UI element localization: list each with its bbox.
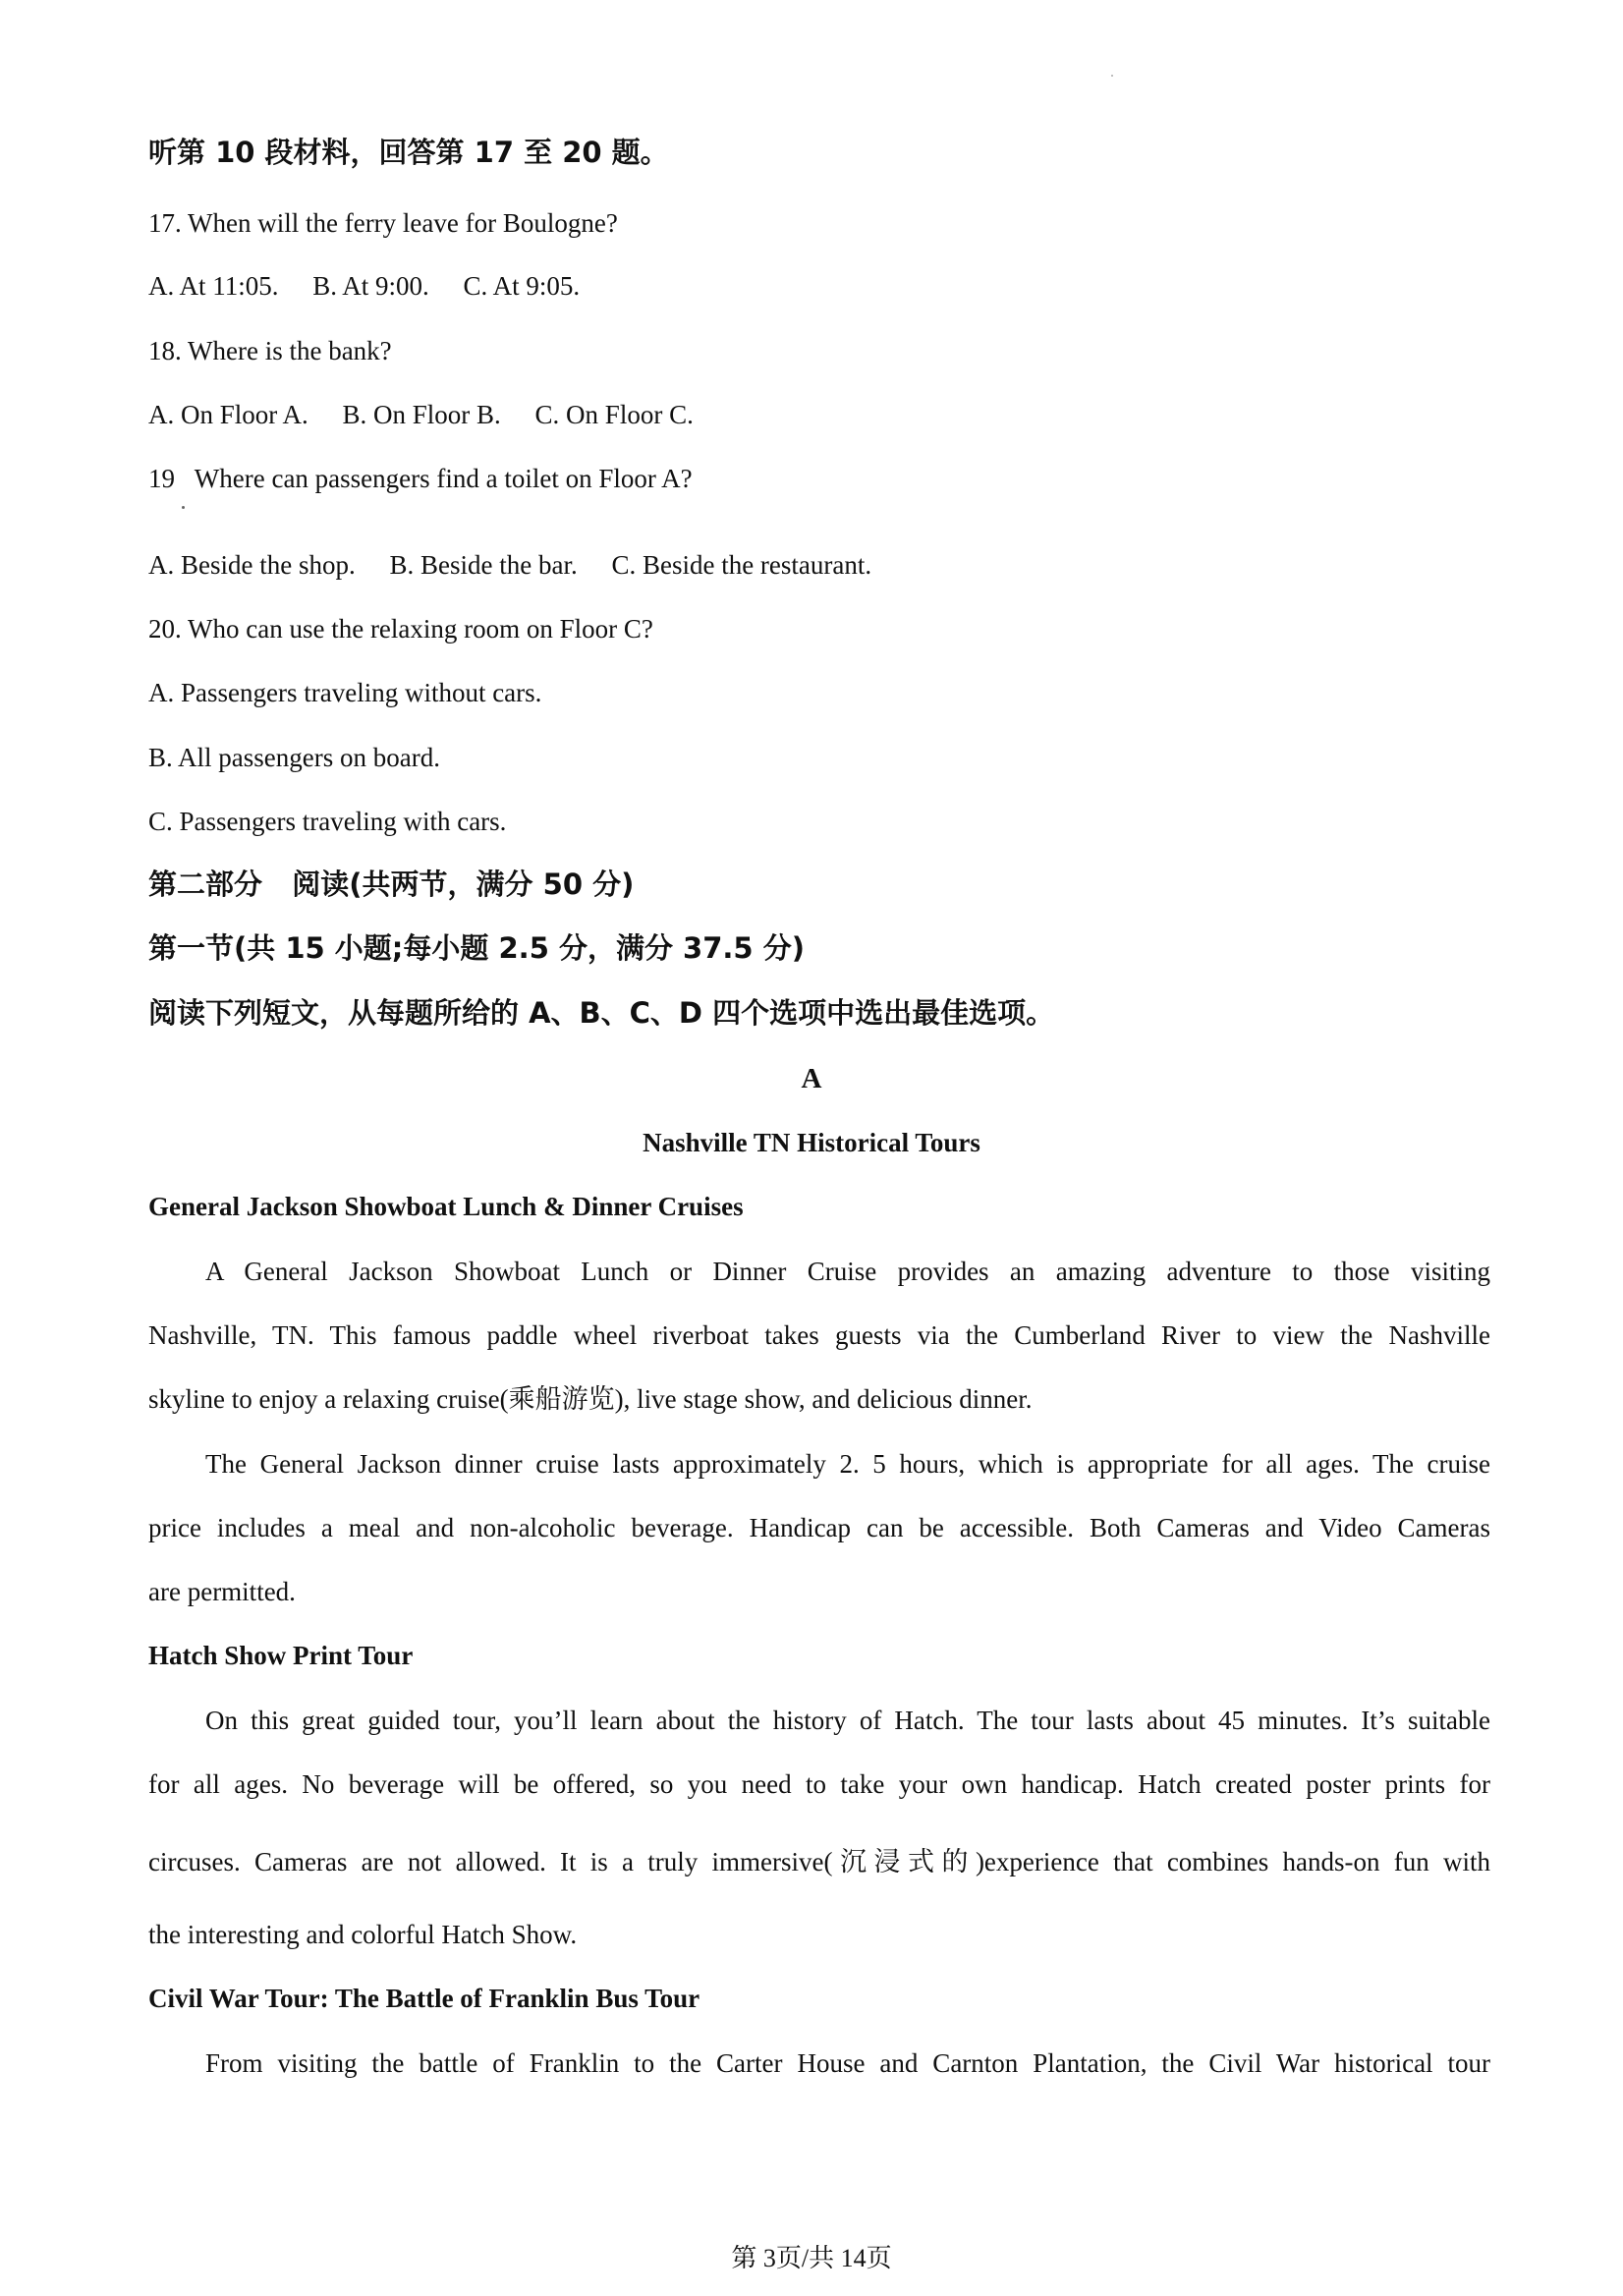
paragraph-line: circuses. Cameras are not allowed. It is a truly immersive(沉浸式的)experience that combines hands-on fun with xyxy=(148,1847,1490,1876)
paragraph-line: A General Jackson Showboat Lunch or Dinner Cruise provides an amazing adventure to those visiting xyxy=(205,1257,1490,1286)
question-20-option-b: B. All passengers on board. xyxy=(148,743,440,772)
question-18-stem: 18. Where is the bank? xyxy=(148,336,392,365)
paragraph-line: The General Jackson dinner cruise lasts approximately 2. 5 hours, which is appropriate for all ages. The cruise xyxy=(205,1449,1490,1479)
question-17-options xyxy=(148,269,607,303)
stray-dot xyxy=(1111,75,1113,77)
section-heading-general-jackson: General Jackson Showboat Lunch & Dinner Cruises xyxy=(148,1192,744,1221)
stray-dot xyxy=(182,506,185,509)
paragraph-line: On this great guided tour, you’ll learn about the history of Hatch. The tour lasts about 45 minutes. It’s suitable xyxy=(205,1706,1490,1735)
paragraph-line: From visiting the battle of Franklin to the Carter House and Carnton Plantation, the Civil War historical tour xyxy=(205,2048,1490,2078)
section-heading-hatch-show: Hatch Show Print Tour xyxy=(148,1641,414,1670)
page-footer: 第 3页/共 14页 xyxy=(731,2244,892,2272)
question-18-options xyxy=(148,398,721,431)
paragraph-line: are permitted. xyxy=(148,1577,296,1606)
question-19-options xyxy=(148,548,899,582)
paragraph-line: Nashville, TN. This famous paddle wheel riverboat takes guests via the Cumberland River to view the Nashville xyxy=(148,1320,1490,1350)
question-20-option-a: A. Passengers traveling without cars. xyxy=(148,678,542,707)
paragraph-line: the interesting and colorful Hatch Show. xyxy=(148,1920,578,1949)
question-17-stem: 17. When will the ferry leave for Boulogne? xyxy=(148,208,618,238)
part2-title: 第二部分 阅读(共两节，满分 50 分) xyxy=(148,868,635,901)
option-b: B. On Floor B. xyxy=(342,400,501,429)
option-b: B. Beside the bar. xyxy=(389,550,578,580)
paragraph-line: price includes a meal and non-alcoholic beverage. Handicap can be accessible. Both Cameras and Video Cameras xyxy=(148,1513,1490,1542)
option-c: C. On Floor C. xyxy=(534,400,694,429)
option-b: B. At 9:00. xyxy=(312,271,429,301)
paragraph-line: skyline to enjoy a relaxing cruise(乘船游览), live stage show, and delicious dinner. xyxy=(148,1384,1033,1414)
part2-section1: 第一节(共 15 小题;每小题 2.5 分，满分 37.5 分) xyxy=(148,931,805,965)
passage-title: Nashville TN Historical Tours xyxy=(643,1128,980,1157)
section-heading-civil-war: Civil War Tour: The Battle of Franklin Bus Tour xyxy=(148,1984,700,2013)
option-c: C. At 9:05. xyxy=(463,271,581,301)
question-20-stem: 20. Who can use the relaxing room on Floor C? xyxy=(148,614,653,644)
option-a: A. At 11:05. xyxy=(148,271,279,301)
paragraph-line: for all ages. No beverage will be offered, so you need to take your own handicap. Hatch created poster prints for xyxy=(148,1769,1490,1799)
passage-letter: A xyxy=(801,1063,822,1094)
option-c: C. Beside the restaurant. xyxy=(611,550,872,580)
part2-instruction: 阅读下列短文，从每题所给的 A、B、C、D 四个选项中选出最佳选项。 xyxy=(148,996,1055,1030)
option-a: A. Beside the shop. xyxy=(148,550,356,580)
question-19-stem: 19 Where can passengers find a toilet on Floor A? xyxy=(148,464,693,493)
section10-heading: 听第 10 段材料，回答第 17 至 20 题。 xyxy=(148,136,669,169)
option-a: A. On Floor A. xyxy=(148,400,308,429)
question-20-option-c: C. Passengers traveling with cars. xyxy=(148,807,507,836)
